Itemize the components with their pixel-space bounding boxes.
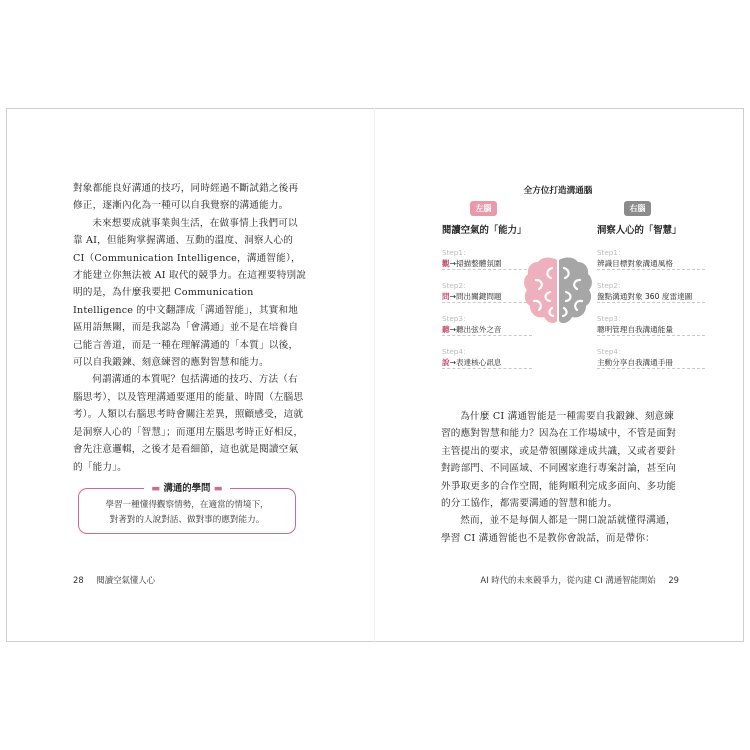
step-text: 聰明管理自我溝通能量 bbox=[597, 325, 673, 334]
right-step bbox=[597, 314, 707, 335]
right-step bbox=[597, 281, 707, 302]
running-head: AI 時代的未來競爭力，從內建 CI 溝通智能開始 bbox=[480, 575, 656, 585]
right-page-body bbox=[441, 408, 681, 547]
right-folio bbox=[480, 574, 679, 586]
right-step bbox=[597, 347, 707, 368]
step-text: →表達核心訊息 bbox=[449, 358, 502, 367]
step-label: Step4： bbox=[442, 347, 471, 356]
left-paragraph-2: 未來想要成就事業與生活，在做事情上我們可以靠 AI，但能夠掌握溝通、互動的溫度、洞察人心的 CI（Communication Intelligence，溝通智能），才能建立你無法被 AI 取代的競爭力。在這裡要特別說明的是，為什麼我要把 Communication Intelligence 的中文翻譯成「溝通智能」，其實和地區用語無關，而是我認為「會溝通」並不是在培養自己能言善道，而是一種在理解溝通的「本質」以後，可以自我鍛鍊、刻意練習的應對智慧和能力。 bbox=[73, 217, 307, 369]
step-label: Step1： bbox=[597, 248, 626, 257]
left-brain-badge: 左腦 bbox=[470, 201, 497, 216]
dash-icon: ▬ bbox=[151, 483, 161, 494]
running-head: 閱讀空氣懂人心 bbox=[96, 575, 155, 585]
step-key: 觀 bbox=[442, 259, 450, 268]
right-brain-badge: 右腦 bbox=[624, 201, 651, 216]
page-number: 28 bbox=[73, 575, 84, 585]
step-key: 說 bbox=[442, 358, 450, 367]
brain-icon bbox=[522, 254, 594, 330]
sidebar-box-body bbox=[80, 498, 294, 528]
left-step bbox=[442, 347, 537, 368]
sidebar-box-line: 學習一種懂得觀察情勢，在適當的情境下， bbox=[105, 500, 269, 510]
left-paragraph-1: 對象都能良好溝通的技巧，同時經過不斷試錯之後再修正，逐漸內化為一種可以自我覺察的溝通能力。 bbox=[73, 183, 299, 212]
right-paragraph-1: 為什麼 CI 溝通智能是一種需要自我鍛鍊、刻意練習的應對智慧和能力？因為在工作場域中，不管是面對主管提出的要求，或是帶領團隊達成共識，又或者要針對跨部門、不同區域、不同國家進行專案討論，甚至向外爭取更多的合作空間，能夠順利完成多面向、多功能的分工協作，都需要溝通的智慧和能力。 bbox=[441, 411, 677, 510]
infographic-title: 全方位打造溝通腦 bbox=[523, 186, 593, 196]
step-text: 主動分享自我溝通手冊 bbox=[597, 358, 673, 367]
step-text: 辨識目標對象溝通風格 bbox=[597, 259, 673, 268]
step-text: →聽出弦外之音 bbox=[449, 325, 502, 334]
step-label: Step2： bbox=[597, 281, 626, 290]
step-text: →掃描整體氛圍 bbox=[449, 259, 502, 268]
step-text: 盤點溝通對象 360 度雷達圖 bbox=[597, 292, 693, 301]
step-key: 問 bbox=[442, 292, 450, 301]
book-gutter bbox=[374, 108, 375, 642]
right-paragraph-2: 然而，並不是每個人都是一開口說話就懂得溝通，學習 CI 溝通智能也不是教你會說話，而是帶你： bbox=[441, 515, 676, 544]
step-label: Step4： bbox=[597, 347, 626, 356]
step-label: Step1： bbox=[442, 248, 471, 257]
right-step bbox=[597, 248, 707, 269]
left-folio bbox=[73, 574, 155, 586]
step-label: Step3： bbox=[597, 314, 626, 323]
dash-icon: ▬ bbox=[213, 483, 223, 494]
step-label: Step2： bbox=[442, 281, 471, 290]
left-brain-heading: 閱讀空氣的「能力」 bbox=[442, 225, 527, 236]
left-page-body bbox=[73, 180, 307, 476]
page-number: 29 bbox=[668, 575, 679, 585]
step-text: →問出關鍵問題 bbox=[449, 292, 502, 301]
sidebar-box-title bbox=[144, 481, 230, 496]
left-paragraph-3: 何謂溝通的本質呢？包括溝通的技巧、方法（右腦思考），以及管理溝通要運用的能量、時間（左腦思考）。人類以右腦思考時會關注差異，照顧感受，這就是洞察人心的「智慧」；而運用左腦思考時正好相反，會先注意邏輯，之後才是看細節，這也就是閱讀空氣的「能力」。 bbox=[73, 374, 304, 473]
right-brain-heading: 洞察人心的「智慧」 bbox=[597, 225, 682, 236]
sidebar-box-title-text: 溝通的學問 bbox=[163, 483, 211, 494]
step-label: Step3： bbox=[442, 314, 471, 323]
sidebar-box-line: 對著對的人說對話、做對事的應對能力。 bbox=[109, 515, 265, 525]
step-key: 聽 bbox=[442, 325, 450, 334]
